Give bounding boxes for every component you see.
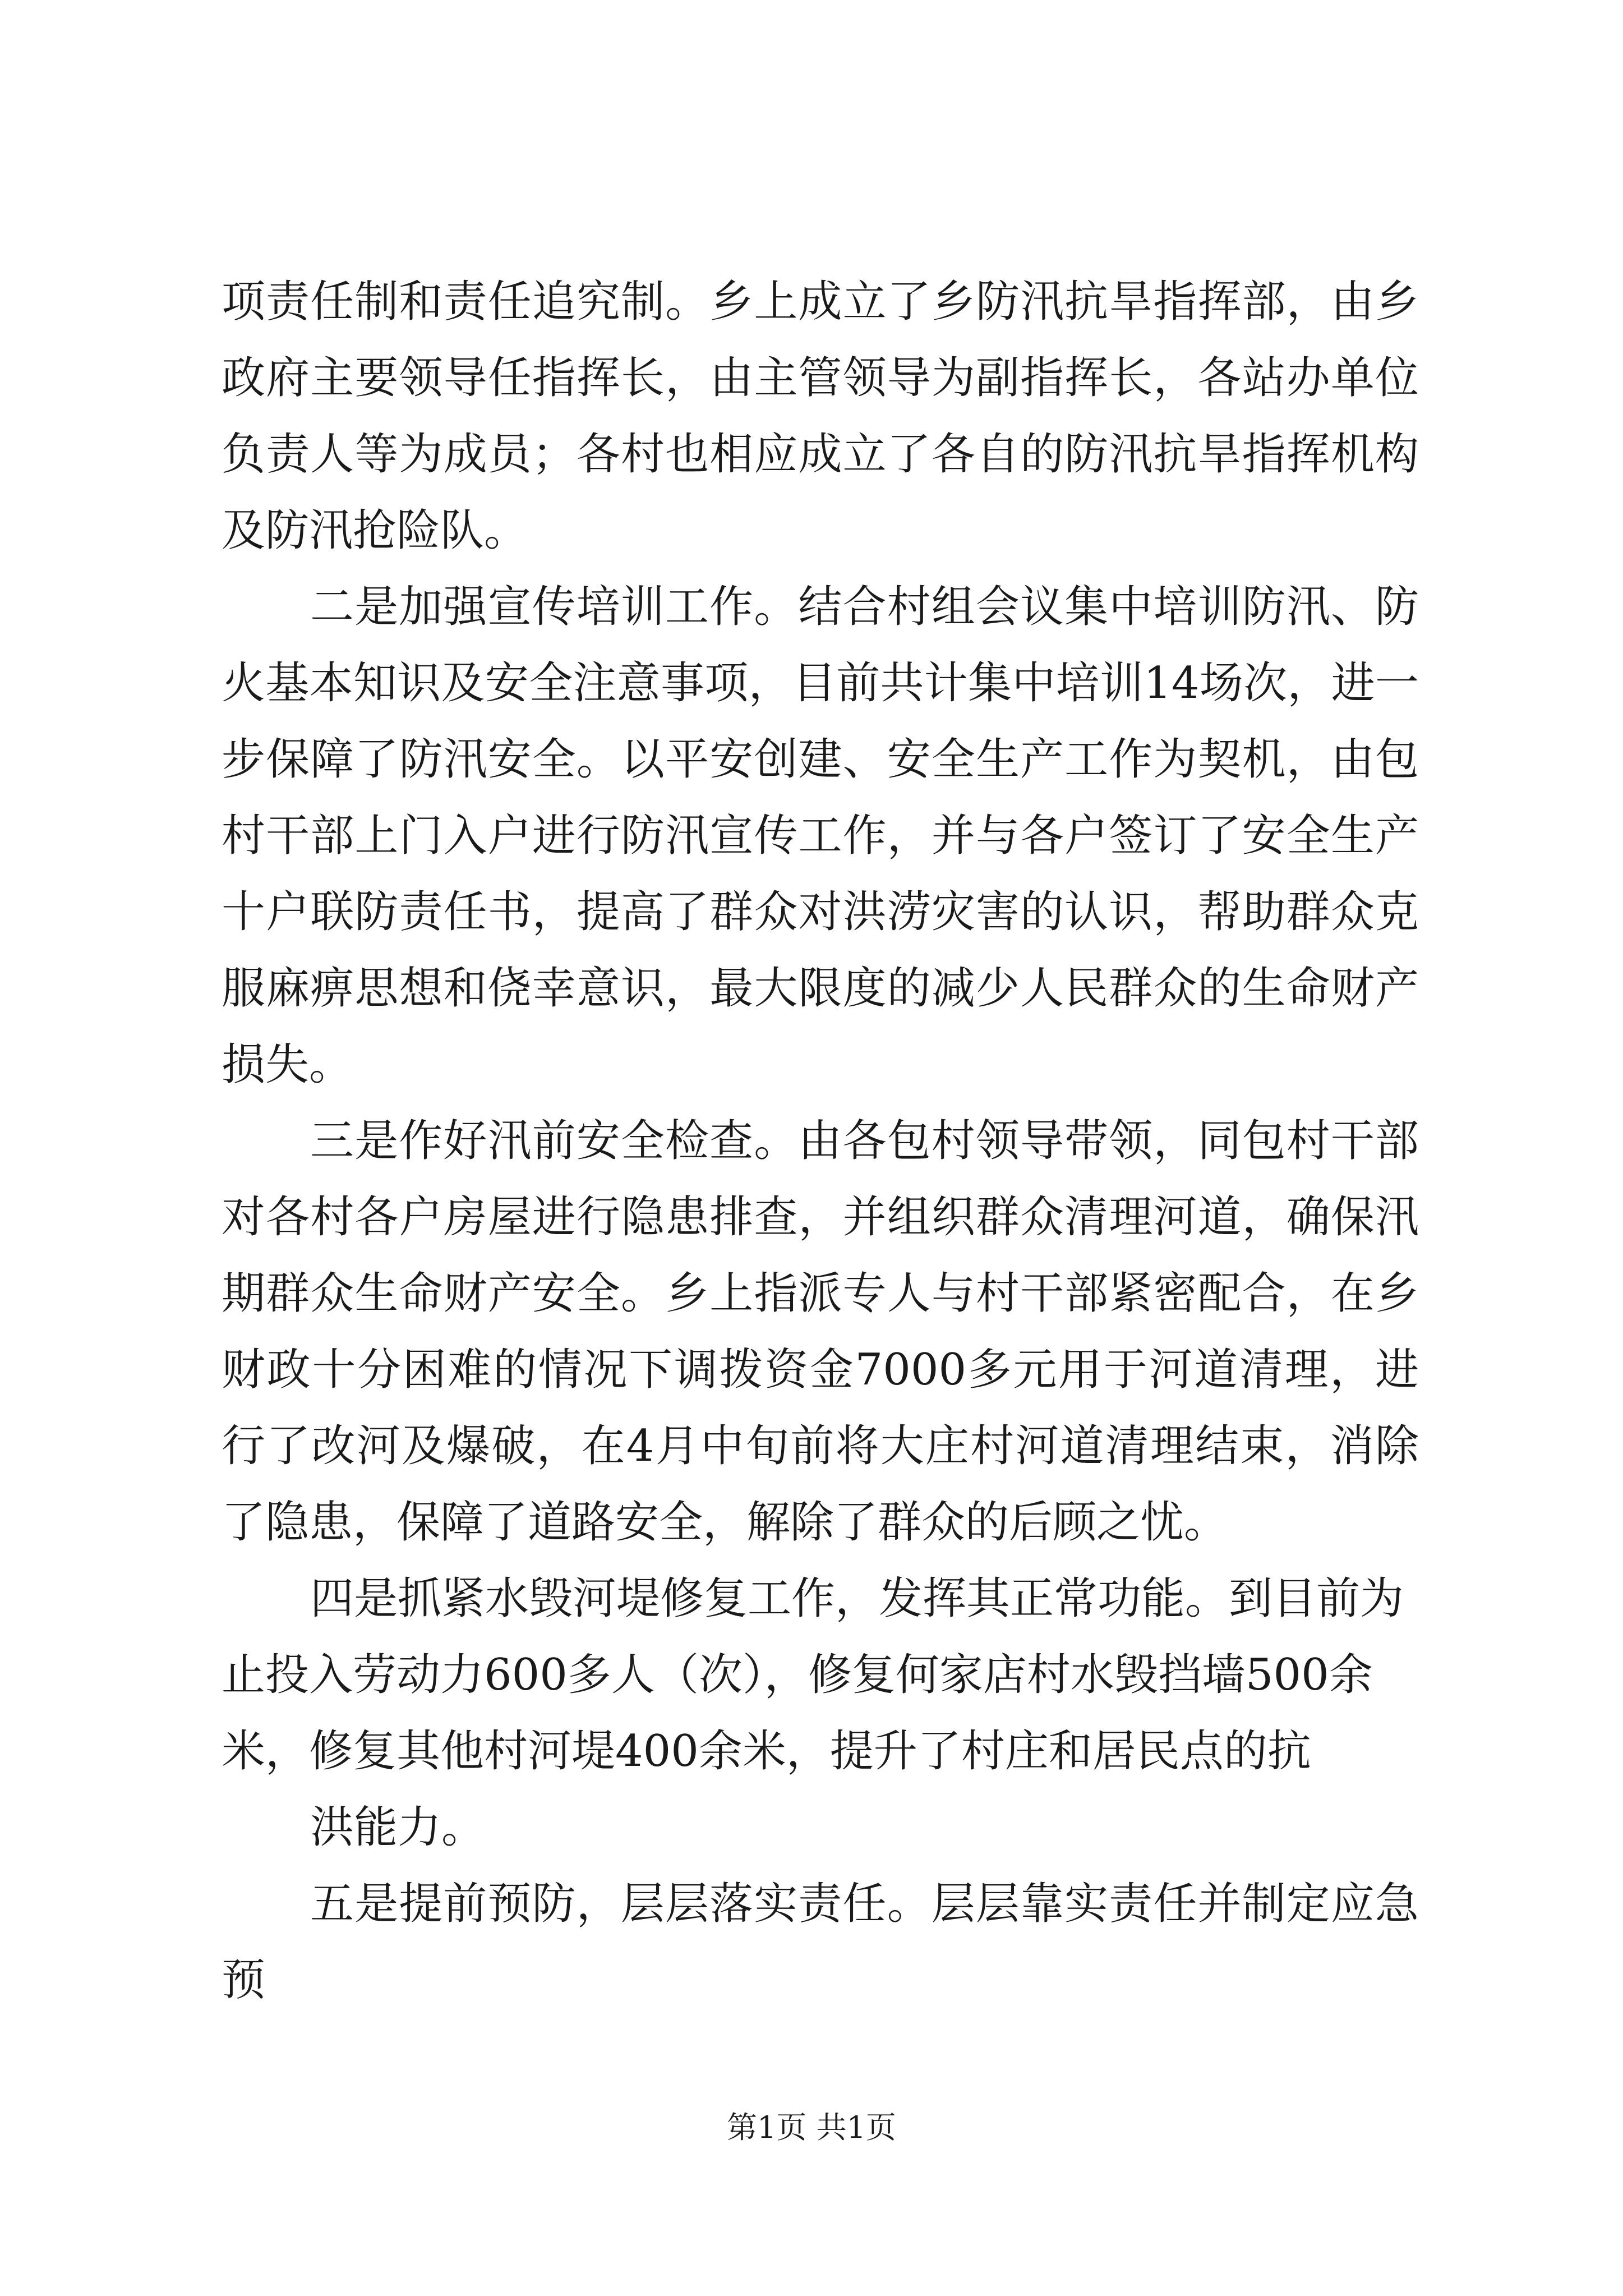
paragraph-3: 三是作好汛前安全检查。由各包村领导带领，同包村干部对各村各户房屋进行隐患排查，并组织群众清理河道，确保汛期群众生命财产安全。乡上指派专人与村干部紧密配合，在乡财政十分困难的情况下调拨资金7000多元用于河道清理，进行了改河及爆破，在4月中旬前将大庄村河道清理结束，消除了隐患，保障了道路安全，解除了群众的后顾之忧。 [222,1116,1419,1548]
paragraph-6: 五是提前预防，层层落实责任。层层靠实责任并制定应急预 [222,1879,1419,2005]
paragraph-1: 项责任制和责任追究制。乡上成立了乡防汛抗旱指挥部，由乡政府主要领导任指挥长，由主管领导为副指挥长，各站办单位负责人等为成员；各村也相应成立了各自的防汛抗旱指挥机构及防汛抢险队。 [222,277,1419,556]
paragraph-5: 洪能力。 [310,1802,486,1853]
paragraph-2: 二是加强宣传培训工作。结合村组会议集中培训防汛、防火基本知识及安全注意事项，目前共计集中培训14场次，进一步保障了防汛安全。以平安创建、安全生产工作为契机，由包村干部上门入户进行防汛宣传工作，并与各户签订了安全生产十户联防责任书，提高了群众对洪涝灾害的认识，帮助群众克服麻痹思想和侥幸意识，最大限度的减少人民群众的生命财产损失。 [222,582,1419,1090]
paragraph-4: 四是抓紧水毁河堤修复工作，发挥其正常功能。到目前为止投入劳动力600多人（次），修复何家店村水毁挡墙500余米，修复其他村河堤400余米，提升了村庄和居民点的抗 [222,1573,1404,1777]
page-number-footer: 第1页 共1页 [727,2110,896,2145]
document-body [222,264,1419,2018]
